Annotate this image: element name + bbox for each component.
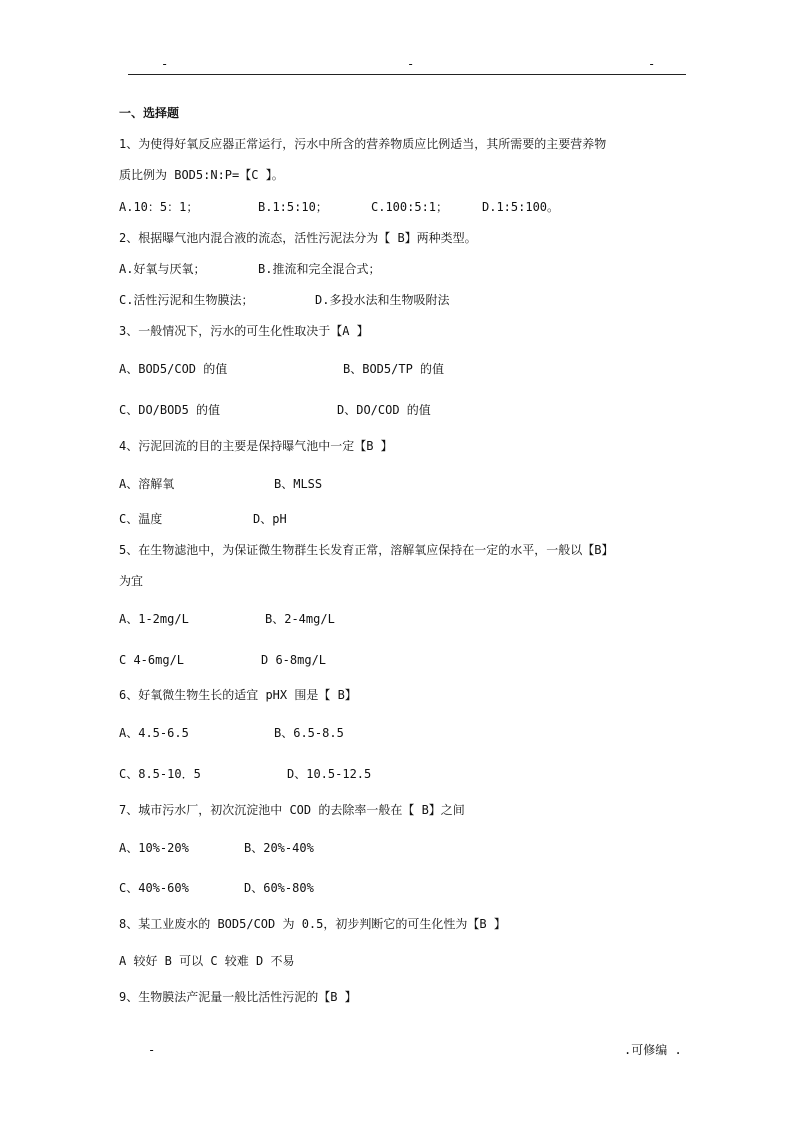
question-2-stem: 2、根据曝气池内混合液的流态，活性污泥法分为【 B】两种类型。: [119, 231, 477, 245]
question-5-option-c: C 4-6mg/L: [119, 653, 185, 667]
question-2-option-c: C.活性污泥和生物膜法；: [119, 293, 254, 307]
question-3-option-a: A、BOD5/COD 的值: [119, 362, 228, 376]
question-6-option-c: C、8.5-10．5: [119, 767, 201, 781]
question-1-option-b: B.1:5:10；: [258, 200, 328, 214]
question-3-option-c: C、DO/BOD5 的值: [119, 403, 221, 417]
question-5-option-a: A、1-2mg/L: [119, 612, 189, 626]
section-title: 一、选择题: [119, 106, 180, 120]
question-1-option-c: C.100:5:1；: [371, 200, 449, 214]
question-7-option-b: B、20%-40%: [244, 841, 314, 855]
question-1-option-a: A.10：5：1；: [119, 200, 199, 214]
header-mark-right: -: [648, 57, 656, 71]
question-6-stem: 6、好氧微生物生长的适宜 pHX 围是【 B】: [119, 688, 357, 702]
question-2-option-b: B.推流和完全混合式；: [258, 262, 381, 276]
question-4-option-b: B、MLSS: [274, 477, 323, 491]
question-4-stem: 4、污泥回流的目的主要是保持曝气池中一定【B 】: [119, 439, 393, 453]
question-4-option-a: A、溶解氧: [119, 477, 175, 491]
question-4-option-c: C、温度: [119, 512, 163, 526]
footer-mark-left: -: [148, 1043, 156, 1057]
question-1-stem-line-1: 1、为使得好氧反应器正常运行，污水中所含的营养物质应比例适当，其所需要的主要营养物: [119, 137, 607, 151]
header-mark-left: -: [161, 57, 169, 71]
question-9-stem: 9、生物膜法产泥量一般比活性污泥的【B 】: [119, 990, 357, 1004]
question-6-option-a: A、4.5-6.5: [119, 726, 189, 740]
question-2-option-a: A.好氧与厌氧；: [119, 262, 206, 276]
footer-editable-note: .可修编 .: [624, 1043, 682, 1057]
question-1-stem-line-2: 质比例为 BOD5:N:P=【C 】。: [119, 168, 284, 182]
question-7-option-d: D、60%-80%: [244, 881, 314, 895]
question-6-option-b: B、6.5-8.5: [274, 726, 344, 740]
question-8-options: A 较好 B 可以 C 较难 D 不易: [119, 954, 295, 968]
question-3-stem: 3、一般情况下，污水的可生化性取决于【A 】: [119, 324, 369, 338]
question-5-option-d: D 6-8mg/L: [261, 653, 327, 667]
question-2-option-d: D.多投水法和生物吸附法: [315, 293, 450, 307]
question-5-stem-line-1: 5、在生物滤池中，为保证微生物群生长发育正常，溶解氧应保持在一定的水平，一般以【B】: [119, 543, 614, 557]
question-8-stem: 8、某工业废水的 BOD5/COD 为 0.5，初步判断它的可生化性为【B 】: [119, 917, 506, 931]
question-5-option-b: B、2-4mg/L: [265, 612, 335, 626]
question-4-option-d: D、pH: [253, 512, 287, 526]
question-7-option-c: C、40%-60%: [119, 881, 189, 895]
question-3-option-b: B、BOD5/TP 的值: [343, 362, 445, 376]
question-7-stem: 7、城市污水厂，初次沉淀池中 COD 的去除率一般在【 B】之间: [119, 803, 465, 817]
header-rule: [128, 74, 686, 75]
question-3-option-d: D、DO/COD 的值: [337, 403, 431, 417]
question-1-option-d: D.1:5:100。: [482, 200, 560, 214]
question-6-option-d: D、10.5-12.5: [287, 767, 372, 781]
question-7-option-a: A、10%-20%: [119, 841, 189, 855]
header-mark-center: -: [407, 57, 415, 71]
question-5-stem-line-2: 为宜: [119, 574, 144, 588]
